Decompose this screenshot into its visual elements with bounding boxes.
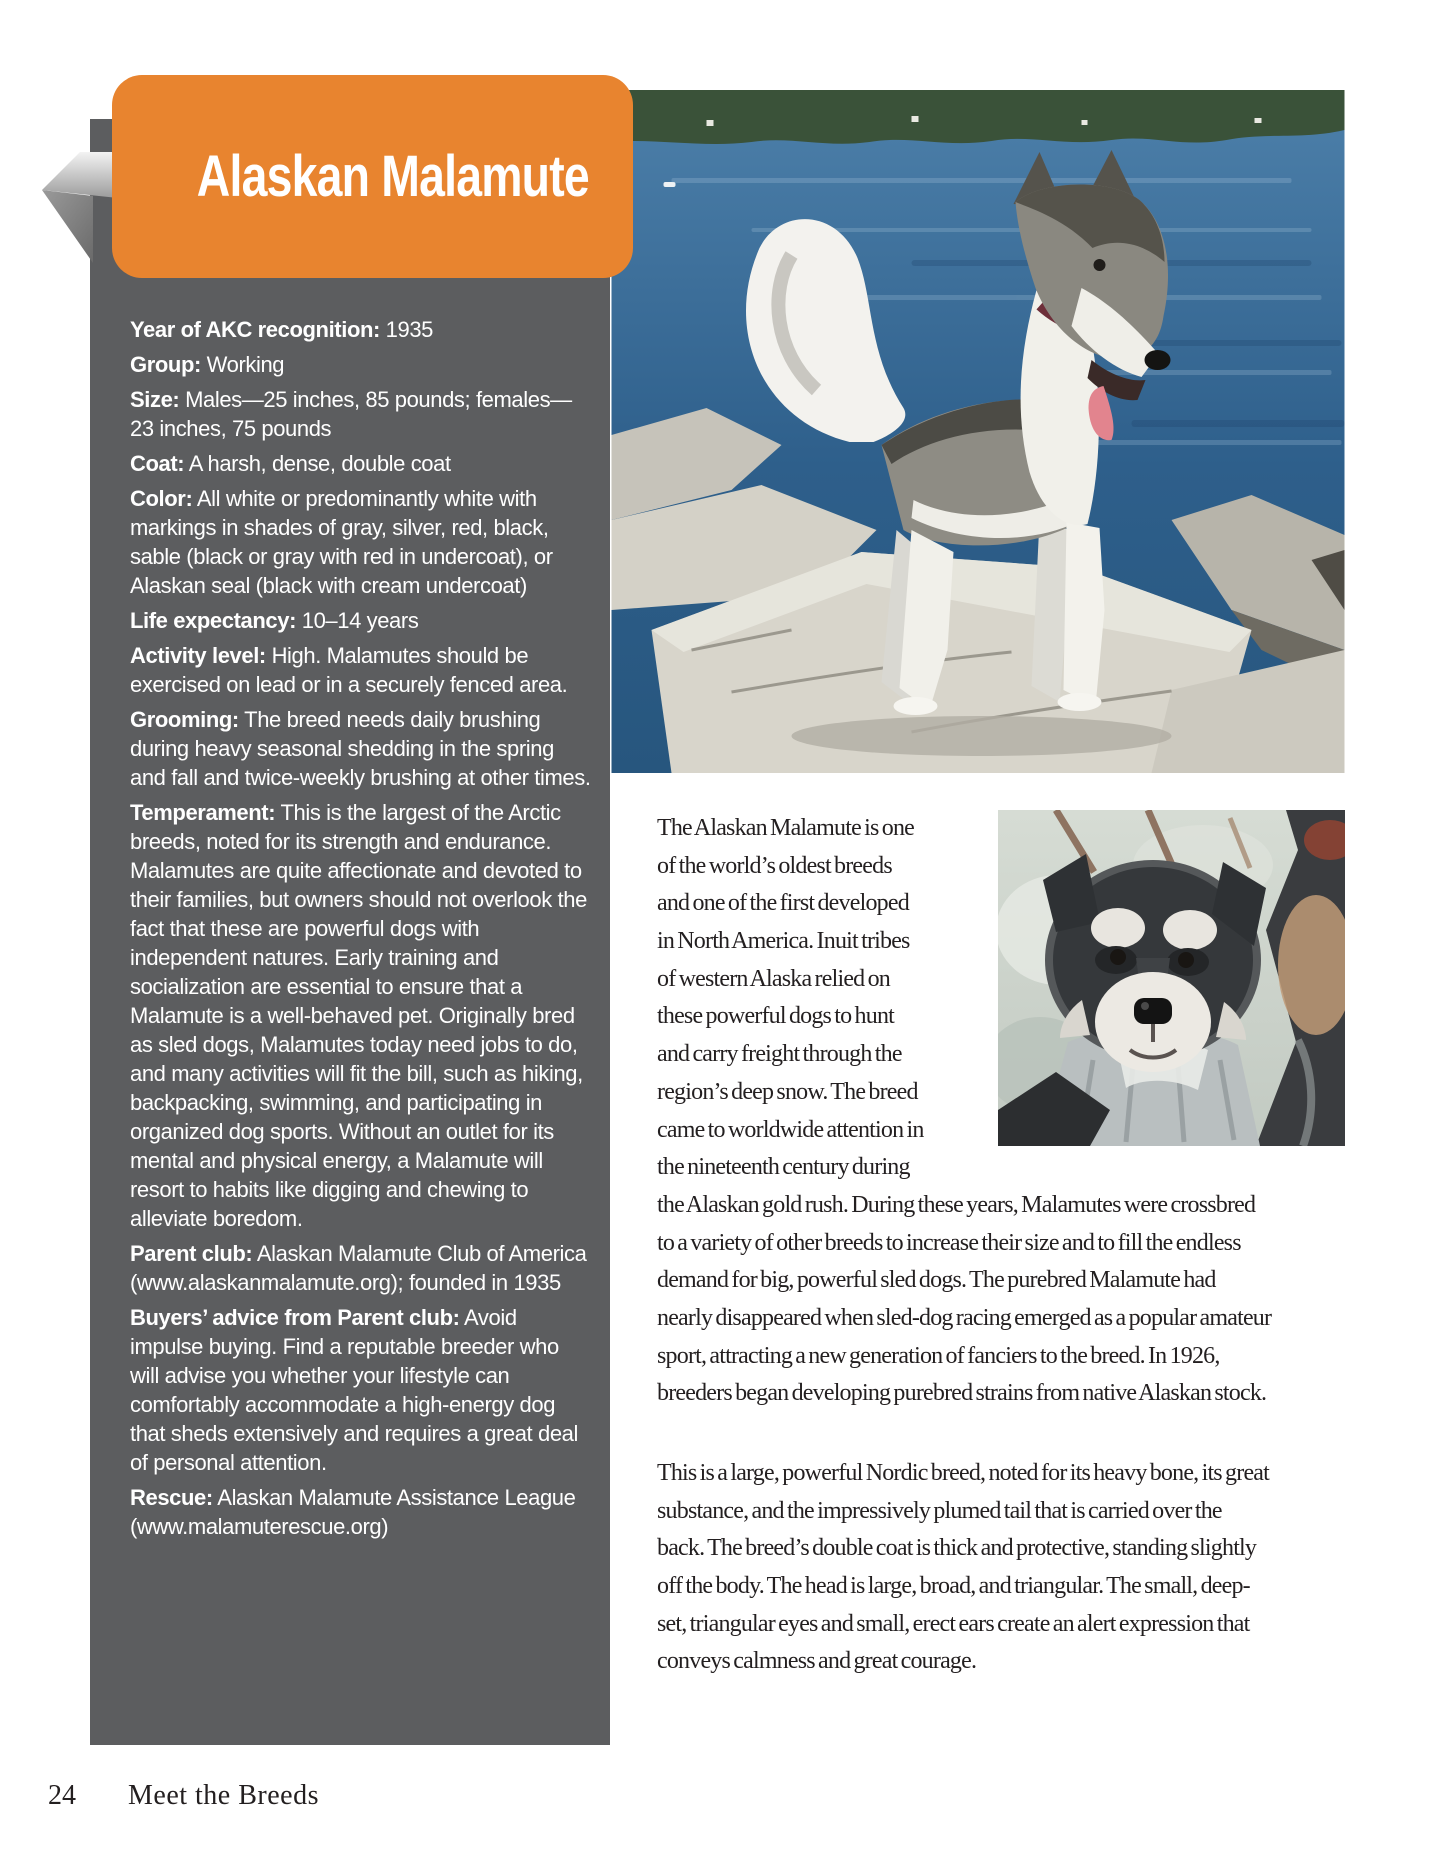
fact-text: Avoid impulse buying. Find a reputable breeder who will advise you whether your lifestyle can comfortably accommodate a high-energy dog that sheds extensively and requires a great deal of personal attention. (130, 1305, 578, 1475)
body-text-line: the nineteenth century during (657, 1154, 910, 1181)
fact-row (130, 1239, 592, 1297)
fact-row (130, 350, 592, 379)
fact-text: A harsh, dense, double coat (188, 451, 451, 476)
malamute-photo (611, 90, 1345, 773)
body-text-line: to a variety of other breeds to increase their size and to fill the endless (657, 1229, 1241, 1256)
fact-label: Group: (130, 352, 201, 377)
fact-label: Grooming: (130, 707, 239, 732)
body-text-line: The Alaskan Malamute is one (657, 815, 914, 841)
running-header: Meet the Breeds (128, 1780, 319, 1811)
body-text-line: off the body. The head is large, broad, and triangular. The small, deep- (657, 1573, 1250, 1600)
fact-text: 10–14 years (301, 608, 419, 633)
fact-row (130, 315, 592, 344)
body-text-line: This is a large, powerful Nordic breed, noted for its heavy bone, its great (657, 1460, 1270, 1486)
body-paragraph-2 (657, 1455, 1269, 1681)
fact-label: Parent club: (130, 1241, 253, 1266)
ribbon-bookmark-icon (38, 148, 118, 273)
page-footer (0, 1780, 1445, 1820)
fact-row (130, 798, 592, 1233)
breed-title-banner (112, 75, 633, 278)
fact-row (130, 705, 592, 792)
body-text-line: of the world’s oldest breeds (657, 852, 892, 879)
body-text-line: these powerful dogs to hunt (657, 1003, 895, 1030)
fact-row (130, 641, 592, 699)
body-text-line: sport, attracting a new generation of fanciers to the breed. In 1926, (657, 1342, 1220, 1369)
fact-row (130, 1303, 592, 1477)
body-text-line: conveys calmness and great courage. (657, 1648, 977, 1675)
fact-text: Alaskan Malamute Club of America (www.alaskanmalamute.org); founded in 1935 (130, 1241, 587, 1295)
body-text-line: set, triangular eyes and small, erect ears create an alert expression that (657, 1610, 1250, 1637)
fact-text: This is the largest of the Arctic breeds, noted for its strength and endurance. Malamutes are quite affectionate and devoted to their families, but owners should not overlook the fact that these are powerful dogs with independent natures. Early training and socialization are essential to ensure that a Malamute is a well-behaved pet. Originally bred as sled dogs, Malamutes today need jobs to do, and many activities will fit the bill, such as hiking, backpacking, swimming, and participating in organized dog sports. Without an outlet for its mental and physical energy, a Malamute will resort to habits like digging and chewing to alleviate boredom. (130, 800, 587, 1231)
fact-label: Year of AKC recognition: (130, 317, 380, 342)
fact-row (130, 385, 592, 443)
body-text-line: the Alaskan gold rush. During these years, Malamutes were crossbred (657, 1191, 1256, 1218)
body-text-line: and carry freight through the (657, 1041, 902, 1068)
fact-text: Alaskan Malamute Assistance League (www.malamuterescue.org) (130, 1485, 576, 1539)
page-title: Alaskan Malamute (196, 144, 589, 209)
fact-label: Buyers’ advice from Parent club: (130, 1305, 460, 1330)
fact-row (130, 449, 592, 478)
fact-text: Males—25 inches, 85 pounds; females—23 inches, 75 pounds (130, 387, 572, 441)
fact-label: Temperament: (130, 800, 276, 825)
fact-text: High. Malamutes should be exercised on lead or in a securely fenced area. (130, 643, 568, 697)
fact-row (130, 1483, 592, 1541)
fact-label: Activity level: (130, 643, 266, 668)
fact-label: Color: (130, 486, 193, 511)
fact-text: 1935 (385, 317, 434, 342)
fact-label: Coat: (130, 451, 185, 476)
body-text-line: nearly disappeared when sled-dog racing emerged as a popular amateur (657, 1304, 1272, 1331)
body-text-line: back. The breed’s double coat is thick and protective, standing slightly (657, 1535, 1257, 1562)
fact-row (130, 606, 592, 635)
body-text-line: came to worldwide attention in (657, 1116, 924, 1143)
body-text-line: substance, and the impressively plumed tail that is carried over the (657, 1497, 1222, 1524)
body-paragraph-1 (657, 810, 1271, 1413)
fact-label: Rescue: (130, 1485, 213, 1510)
body-text-line: region’s deep snow. The breed (657, 1078, 918, 1105)
body-text-line: in North America. Inuit tribes (657, 928, 910, 955)
fact-text: The breed needs daily brushing during heavy seasonal shedding in the spring and fall and twice-weekly brushing at other times. (130, 707, 591, 790)
body-text-line: demand for big, powerful sled dogs. The purebred Malamute had (657, 1267, 1216, 1294)
breed-facts-sidebar (90, 119, 610, 1745)
fact-label: Life expectancy: (130, 608, 297, 633)
fact-row (130, 484, 592, 600)
body-text-line: of western Alaska relied on (657, 965, 890, 992)
fact-label: Size: (130, 387, 180, 412)
body-text-line: breeders began developing purebred strains from native Alaskan stock. (657, 1380, 1267, 1407)
body-text-line: and one of the first developed (657, 890, 909, 917)
fact-text: All white or predominantly white with markings in shades of gray, silver, red, black, sable (black or gray with red in undercoat), or Alaskan seal (black with cream undercoat) (130, 486, 553, 598)
fact-text: Working (206, 352, 285, 377)
page-number: 24 (48, 1780, 76, 1811)
